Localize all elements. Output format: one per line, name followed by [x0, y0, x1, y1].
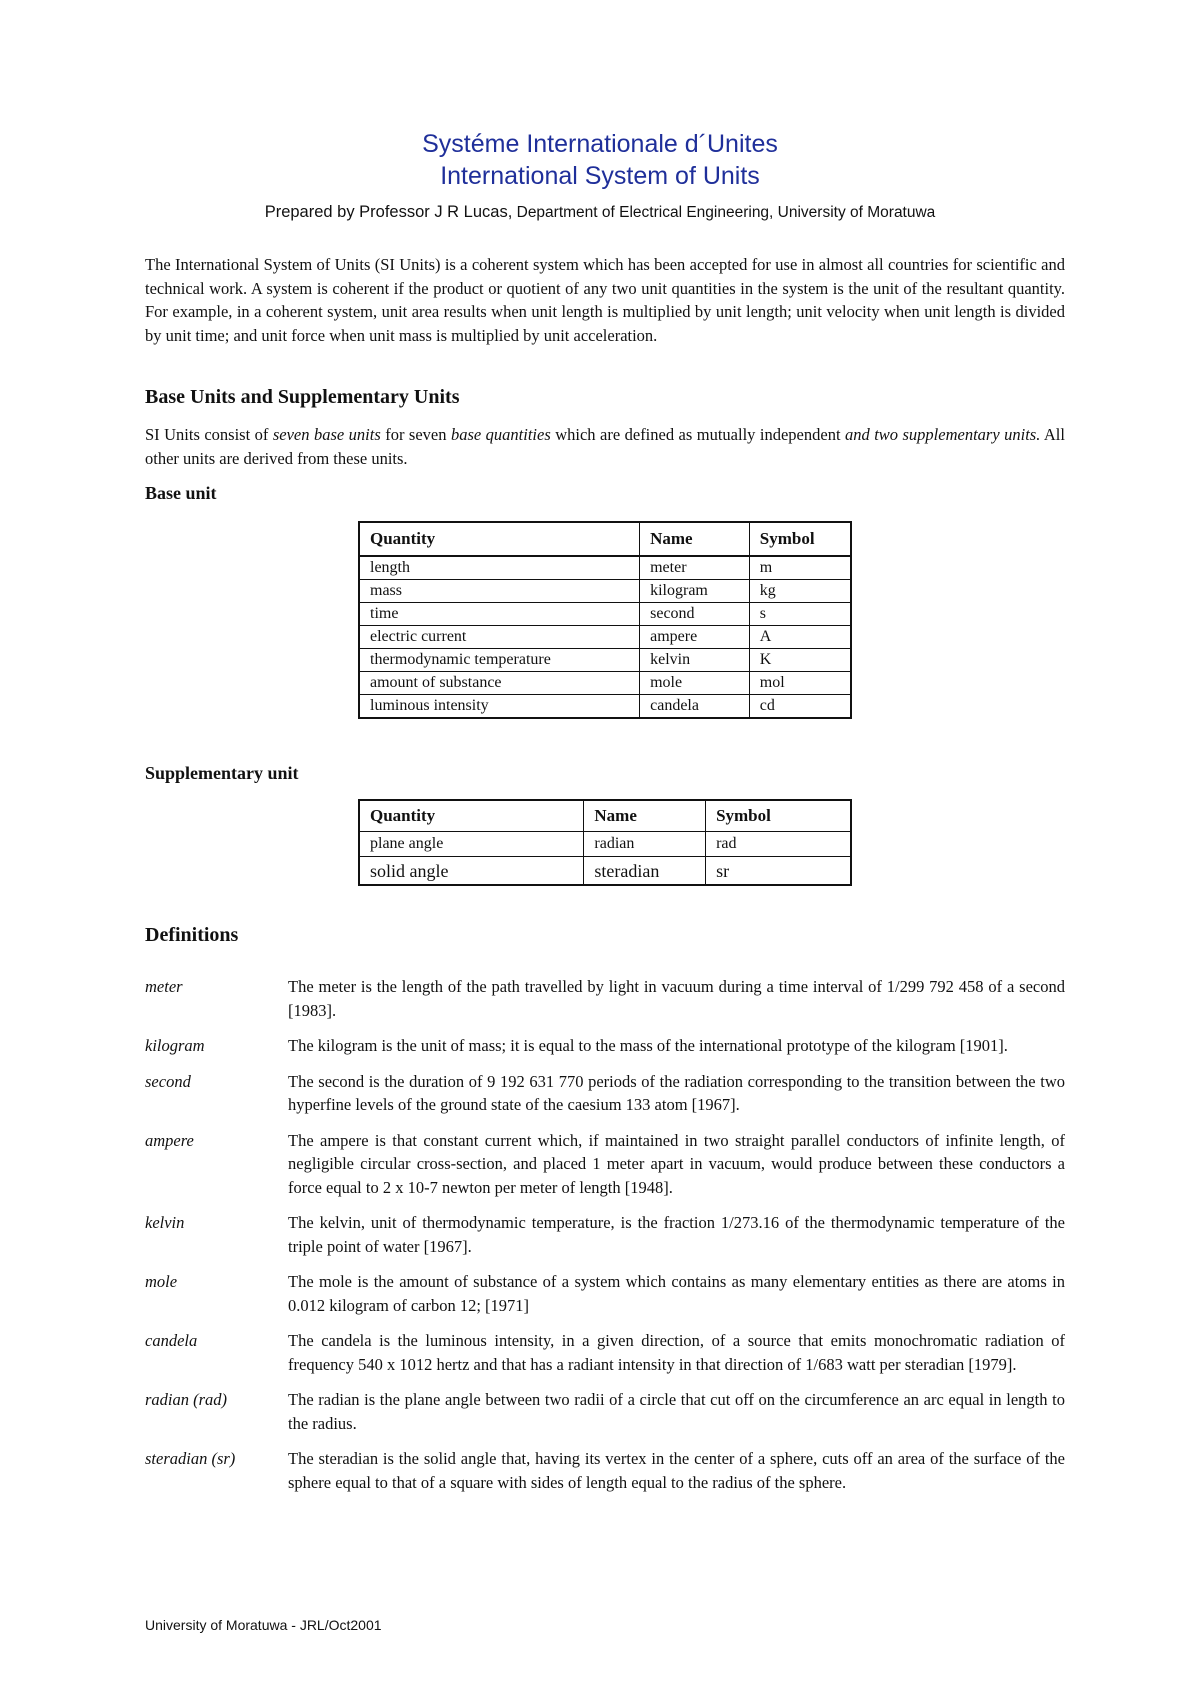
- cell-quantity: length: [359, 556, 640, 580]
- document-title-french: Systéme Internationale d´Unites: [422, 130, 778, 158]
- definition-item: [145, 1447, 1065, 1494]
- cell-quantity: solid angle: [359, 857, 584, 886]
- definition-item: [145, 1329, 1065, 1376]
- cell-quantity: electric current: [359, 626, 640, 649]
- document-title-english: International System of Units: [440, 162, 760, 190]
- table-row: [359, 695, 851, 719]
- cell-symbol: K: [749, 649, 851, 672]
- cell-name: kilogram: [640, 580, 750, 603]
- definition-text: The radian is the plane angle between two radii of a circle that cut off on the circumference an arc equal in length to the radius.: [288, 1390, 1065, 1433]
- definition-term: candela: [145, 1331, 198, 1350]
- cell-name: radian: [584, 832, 706, 857]
- cell-name: kelvin: [640, 649, 750, 672]
- cell-quantity: plane angle: [359, 832, 584, 857]
- definition-text: The meter is the length of the path travelled by light in vacuum during a time interval of 1/299 792 458 of a second [1983].: [288, 977, 1065, 1020]
- table-row: [359, 603, 851, 626]
- definition-text: The ampere is that constant current which, if maintained in two straight parallel conductors of infinite length, of negligible circular cross-section, and placed 1 meter apart in vacuum, would produce between these conductors a force equal to 2 x 10-7 newton per meter of length [1948].: [288, 1130, 1065, 1197]
- table-header-row: [359, 522, 851, 556]
- column-header-symbol: Symbol: [749, 522, 851, 556]
- definition-term: kelvin: [145, 1213, 185, 1232]
- subheading-supplementary-unit: Supplementary unit: [145, 763, 299, 783]
- column-header-quantity: Quantity: [359, 800, 584, 832]
- definition-text: The kilogram is the unit of mass; it is equal to the mass of the international prototype of the kilogram [1901].: [288, 1036, 1008, 1055]
- cell-quantity: amount of substance: [359, 672, 640, 695]
- definition-text: The mole is the amount of substance of a system which contains as many elementary entities as there are atoms in 0.012 kilogram of carbon 12; [1971]: [288, 1272, 1065, 1315]
- cell-quantity: time: [359, 603, 640, 626]
- cell-symbol: m: [749, 556, 851, 580]
- definition-item: [145, 1270, 1065, 1317]
- base-units-paragraph: [145, 423, 1065, 470]
- text-run: All other units are derived from these units.: [145, 425, 1065, 468]
- cell-name: meter: [640, 556, 750, 580]
- cell-symbol: mol: [749, 672, 851, 695]
- byline-author: Prepared by Professor J R Lucas,: [264, 203, 513, 221]
- definition-item: [145, 1129, 1065, 1200]
- byline: [0, 203, 1200, 222]
- supplementary-unit-table: [358, 799, 852, 886]
- cell-name: second: [640, 603, 750, 626]
- cell-symbol: s: [749, 603, 851, 626]
- table-row: [359, 857, 851, 886]
- cell-quantity: luminous intensity: [359, 695, 640, 719]
- text-run: for seven: [380, 425, 451, 444]
- definition-term: meter: [145, 977, 183, 996]
- table-row: [359, 832, 851, 857]
- column-header-name: Name: [640, 522, 750, 556]
- column-header-quantity: Quantity: [359, 522, 640, 556]
- table-row: [359, 649, 851, 672]
- cell-symbol: kg: [749, 580, 851, 603]
- section-heading-base-units: Base Units and Supplementary Units: [145, 386, 460, 408]
- definition-term: second: [145, 1071, 191, 1091]
- definition-text: The second is the duration of 9 192 631 770 periods of the radiation corresponding to the transition between the two hyperfine levels of the ground state of the caesium 133 atom [1967].: [288, 1071, 1065, 1114]
- cell-symbol: cd: [749, 695, 851, 719]
- definition-term: kilogram: [145, 1036, 205, 1055]
- emphasis-supplementary-units: and two supplementary units.: [845, 425, 1041, 444]
- cell-name: ampere: [640, 626, 750, 649]
- table-header-row: [359, 800, 851, 832]
- definition-item: [145, 1211, 1065, 1258]
- cell-symbol: A: [749, 626, 851, 649]
- cell-symbol: sr: [706, 857, 851, 886]
- base-unit-table: [358, 521, 852, 719]
- cell-quantity: mass: [359, 580, 640, 603]
- table-row: [359, 556, 851, 580]
- definition-item: [145, 1070, 1065, 1117]
- column-header-symbol: Symbol: [706, 800, 851, 832]
- definition-item: [145, 1388, 1065, 1435]
- definition-term: mole: [145, 1272, 178, 1291]
- intro-paragraph: The International System of Units (SI Units) is a coherent system which has been accepted for use in almost all countries for scientific and technical work. A system is coherent if the product or quotient of any two unit quantities in the system is the unit of the resultant quantity. For example, in a coherent system, unit area results when unit length is multiplied by unit length; unit velocity when unit length is divided by unit time; and unit force when unit mass is multiplied by unit acceleration.: [145, 255, 1065, 345]
- cell-name: candela: [640, 695, 750, 719]
- definition-term: ampere: [145, 1130, 194, 1150]
- column-header-name: Name: [584, 800, 706, 832]
- cell-symbol: rad: [706, 832, 851, 857]
- text-run: which are defined as mutually independent: [550, 425, 845, 444]
- subheading-base-unit: Base unit: [145, 483, 217, 503]
- definition-item: [145, 975, 1065, 1022]
- emphasis-base-quantities: base quantities: [450, 425, 551, 444]
- table-row: [359, 580, 851, 603]
- table-row: [359, 626, 851, 649]
- definition-term: steradian (sr): [145, 1449, 236, 1468]
- emphasis-seven-base-units: seven base units: [272, 425, 381, 444]
- definition-item: [145, 1034, 1065, 1058]
- cell-name: steradian: [584, 857, 706, 886]
- definition-text: The kelvin, unit of thermodynamic temperature, is the fraction 1/273.16 of the thermodynamic temperature of the triple point of water [1967].: [288, 1213, 1065, 1256]
- definition-text: The steradian is the solid angle that, having its vertex in the center of a sphere, cuts off an area of the surface of the sphere equal to that of a square with sides of length equal to the radius of the sphere.: [288, 1449, 1065, 1492]
- cell-quantity: thermodynamic temperature: [359, 649, 640, 672]
- definition-text: The candela is the luminous intensity, in a given direction, of a source that emits monochromatic radiation of frequency 540 x 1012 hertz and that has a radiant intensity in that direction of 1/683 watt per steradian [1979].: [288, 1331, 1065, 1374]
- section-heading-definitions: Definitions: [145, 924, 239, 946]
- definition-term: radian (rad): [145, 1390, 228, 1409]
- cell-name: mole: [640, 672, 750, 695]
- byline-department: Department of Electrical Engineering, University of Moratuwa: [512, 204, 936, 221]
- page-footer: University of Moratuwa - JRL/Oct2001: [145, 1617, 382, 1633]
- table-row: [359, 672, 851, 695]
- definitions-list: [145, 975, 1065, 1506]
- text-run: SI Units consist of: [145, 425, 273, 444]
